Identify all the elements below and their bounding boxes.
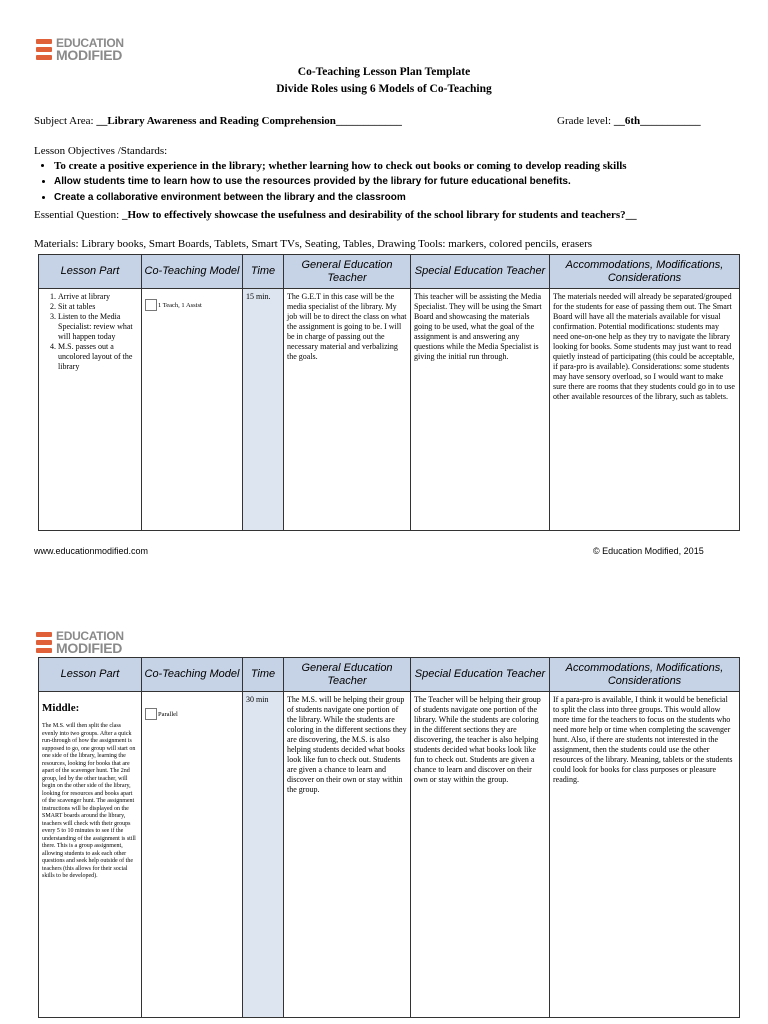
col-header: Co-Teaching Model xyxy=(142,255,243,289)
footer-copyright: © Education Modified, 2015 xyxy=(593,546,704,556)
grade-line xyxy=(557,115,701,127)
table-header-row xyxy=(39,255,740,289)
lesson-steps xyxy=(42,292,138,372)
objectives-list xyxy=(34,158,627,206)
col-header: Special Education Teacher xyxy=(411,658,550,692)
brand-line1: EDUCATION xyxy=(56,36,124,50)
essential-question xyxy=(34,209,637,221)
model-cell xyxy=(142,692,243,1018)
accommodations-cell: If a para-pro is available, I think it would be beneficial to split the class into three groups. This would allow more time for the teachers to focus on the students who need more help or time when completing the scavenger hunt. Also, if there are students not interested in the assignment, then the students could use the other resources of the library. Meaning, tablets or the students could look for books for class purposes or pleasure reading. xyxy=(550,692,740,1018)
objectives-label: Lesson Objectives /Standards: xyxy=(34,145,168,157)
brand-line2: MODIFIED xyxy=(56,640,123,656)
col-header: Accommodations, Modifications, Considerations xyxy=(550,658,740,692)
logo-icon xyxy=(36,631,52,655)
brand-logo-2 xyxy=(36,631,124,655)
brand-line2: MODIFIED xyxy=(56,47,123,63)
model-checkbox[interactable] xyxy=(145,299,157,311)
lesson-part-text: The M.S. will then split the class evenly into two groups. After a quick run-through of how the assignment is supposed to go, one group will start on one side of the library, learning the resources, looking for books that are apart of the scavenger hunt. The 2nd group, led by the other teacher, will begin on the other side of the library, looking for resources and books apart of the scavenger hunt. The assignment instructions will be displayed on the SMART boards around the library, teachers will check with their groups every 5 to 10 minutes to see if the understanding of the assignment is still there. This is a group assignment, allowing students to ask each other questions and seek help outside of the teachers (this allows for their social skills to be developed). xyxy=(42,723,136,879)
lesson-step: 2. Sit at tables xyxy=(58,302,138,312)
col-header: Co-Teaching Model xyxy=(142,658,243,692)
subject-label: Subject Area: xyxy=(34,115,97,127)
col-header: Special Education Teacher xyxy=(411,255,550,289)
logo-icon xyxy=(36,38,52,62)
col-header: Time xyxy=(243,658,284,692)
col-header: General Education Teacher xyxy=(284,255,411,289)
brand-line1: EDUCATION xyxy=(56,629,124,643)
general-teacher-cell: The M.S. will be helping their group of students navigate one portion of the library. While the students are coloring in the different sections they are discovering, the M.S. is also helping students decided what books look like fun to check out. Students are given a chance to learn and discover on their own or stay within the group. xyxy=(284,692,411,1018)
general-teacher-cell: The G.E.T in this case will be the media specialist of the library. My job will be to direct the class on what the assignment is going to be. I will be in charge of passing out the necessary material and verbalizing the goals. xyxy=(284,289,411,531)
brand-logo xyxy=(36,38,124,62)
grade-value: __6th___________ xyxy=(613,115,701,127)
objective-item: • To create a positive experience in the library; whether learning how to check out books or coming to develop reading skills xyxy=(54,158,627,174)
col-header: General Education Teacher xyxy=(284,658,411,692)
subject-value: __Library Awareness and Reading Comprehension____________ xyxy=(96,115,402,127)
objective-item: • Allow students time to learn how to use the resources provided by the library for future educational benefits. xyxy=(54,174,627,190)
table-row xyxy=(39,692,740,1018)
lesson-part-cell xyxy=(39,289,142,531)
model-cell xyxy=(142,289,243,531)
special-teacher-cell: The Teacher will be helping their group of students navigate one portion of the library. While the students are coloring in the different sections they are discovering, the teacher is also helping students decided what books look like fun to check out. Students are given a chance to learn and discover on their own or stay within the group. xyxy=(411,692,550,1018)
essential-value: _How to effectively showcase the usefulness and desirability of the school library for students and teachers?__ xyxy=(122,209,637,221)
materials-line: Materials: Library books, Smart Boards, Tablets, Smart TVs, Seating, Tables, Drawing Tools: markers, colored pencils, erasers xyxy=(34,238,593,250)
special-teacher-cell: This teacher will be assisting the Media Specialist. They will be using the Smart Board and showcasing the materials going to be used, what the goal of the assignment is and answering any questions while the Media Specialist is giving the initial run through. xyxy=(411,289,550,531)
lesson-step: 3. Listen to the Media Specialist: review what will happen today xyxy=(58,312,138,342)
lesson-part-title: Middle: xyxy=(42,702,80,714)
accommodations-cell: The materials needed will already be separated/grouped for the students for ease of passing them out. The Smart Board will have all the materials available for visual confirmation. Potential modifications: students may need one-on-one help as they try to navigate the library looking for books. Some students may just want to read quietly instead of participating (this could be acceptable, if para-pro is available). Considerations: some students may have sensory overload, so I would want to make sure there are rooms that they students could go in to use other available resources of the library, such as tablets. xyxy=(550,289,740,531)
subject-line xyxy=(34,115,402,127)
col-header: Time xyxy=(243,255,284,289)
lesson-table-1 xyxy=(38,254,740,531)
col-header: Lesson Part xyxy=(39,658,142,692)
lesson-part-cell xyxy=(39,692,142,1018)
model-label: Parallel xyxy=(158,711,178,718)
lesson-step: 4. M.S. passes out a uncolored layout of the library xyxy=(58,342,138,372)
table-row xyxy=(39,289,740,531)
lesson-step: 1. Arrive at library xyxy=(58,292,138,302)
model-checkbox[interactable] xyxy=(145,708,157,720)
table-header-row xyxy=(39,658,740,692)
grade-label: Grade level: xyxy=(557,115,614,127)
objective-item: • Create a collaborative environment between the library and the classroom xyxy=(54,190,627,206)
time-cell: 30 min xyxy=(243,692,284,1018)
col-header: Lesson Part xyxy=(39,255,142,289)
essential-label: Essential Question: xyxy=(34,209,122,221)
doc-subtitle: Divide Roles using 6 Models of Co-Teaching xyxy=(276,83,492,95)
doc-title: Co-Teaching Lesson Plan Template xyxy=(297,66,471,78)
col-header: Accommodations, Modifications, Considerations xyxy=(550,255,740,289)
footer-url[interactable]: www.educationmodified.com xyxy=(34,546,149,556)
time-cell: 15 min. xyxy=(243,289,284,531)
lesson-table-2 xyxy=(38,657,740,1018)
model-label: 1 Teach, 1 Assist xyxy=(158,302,202,309)
